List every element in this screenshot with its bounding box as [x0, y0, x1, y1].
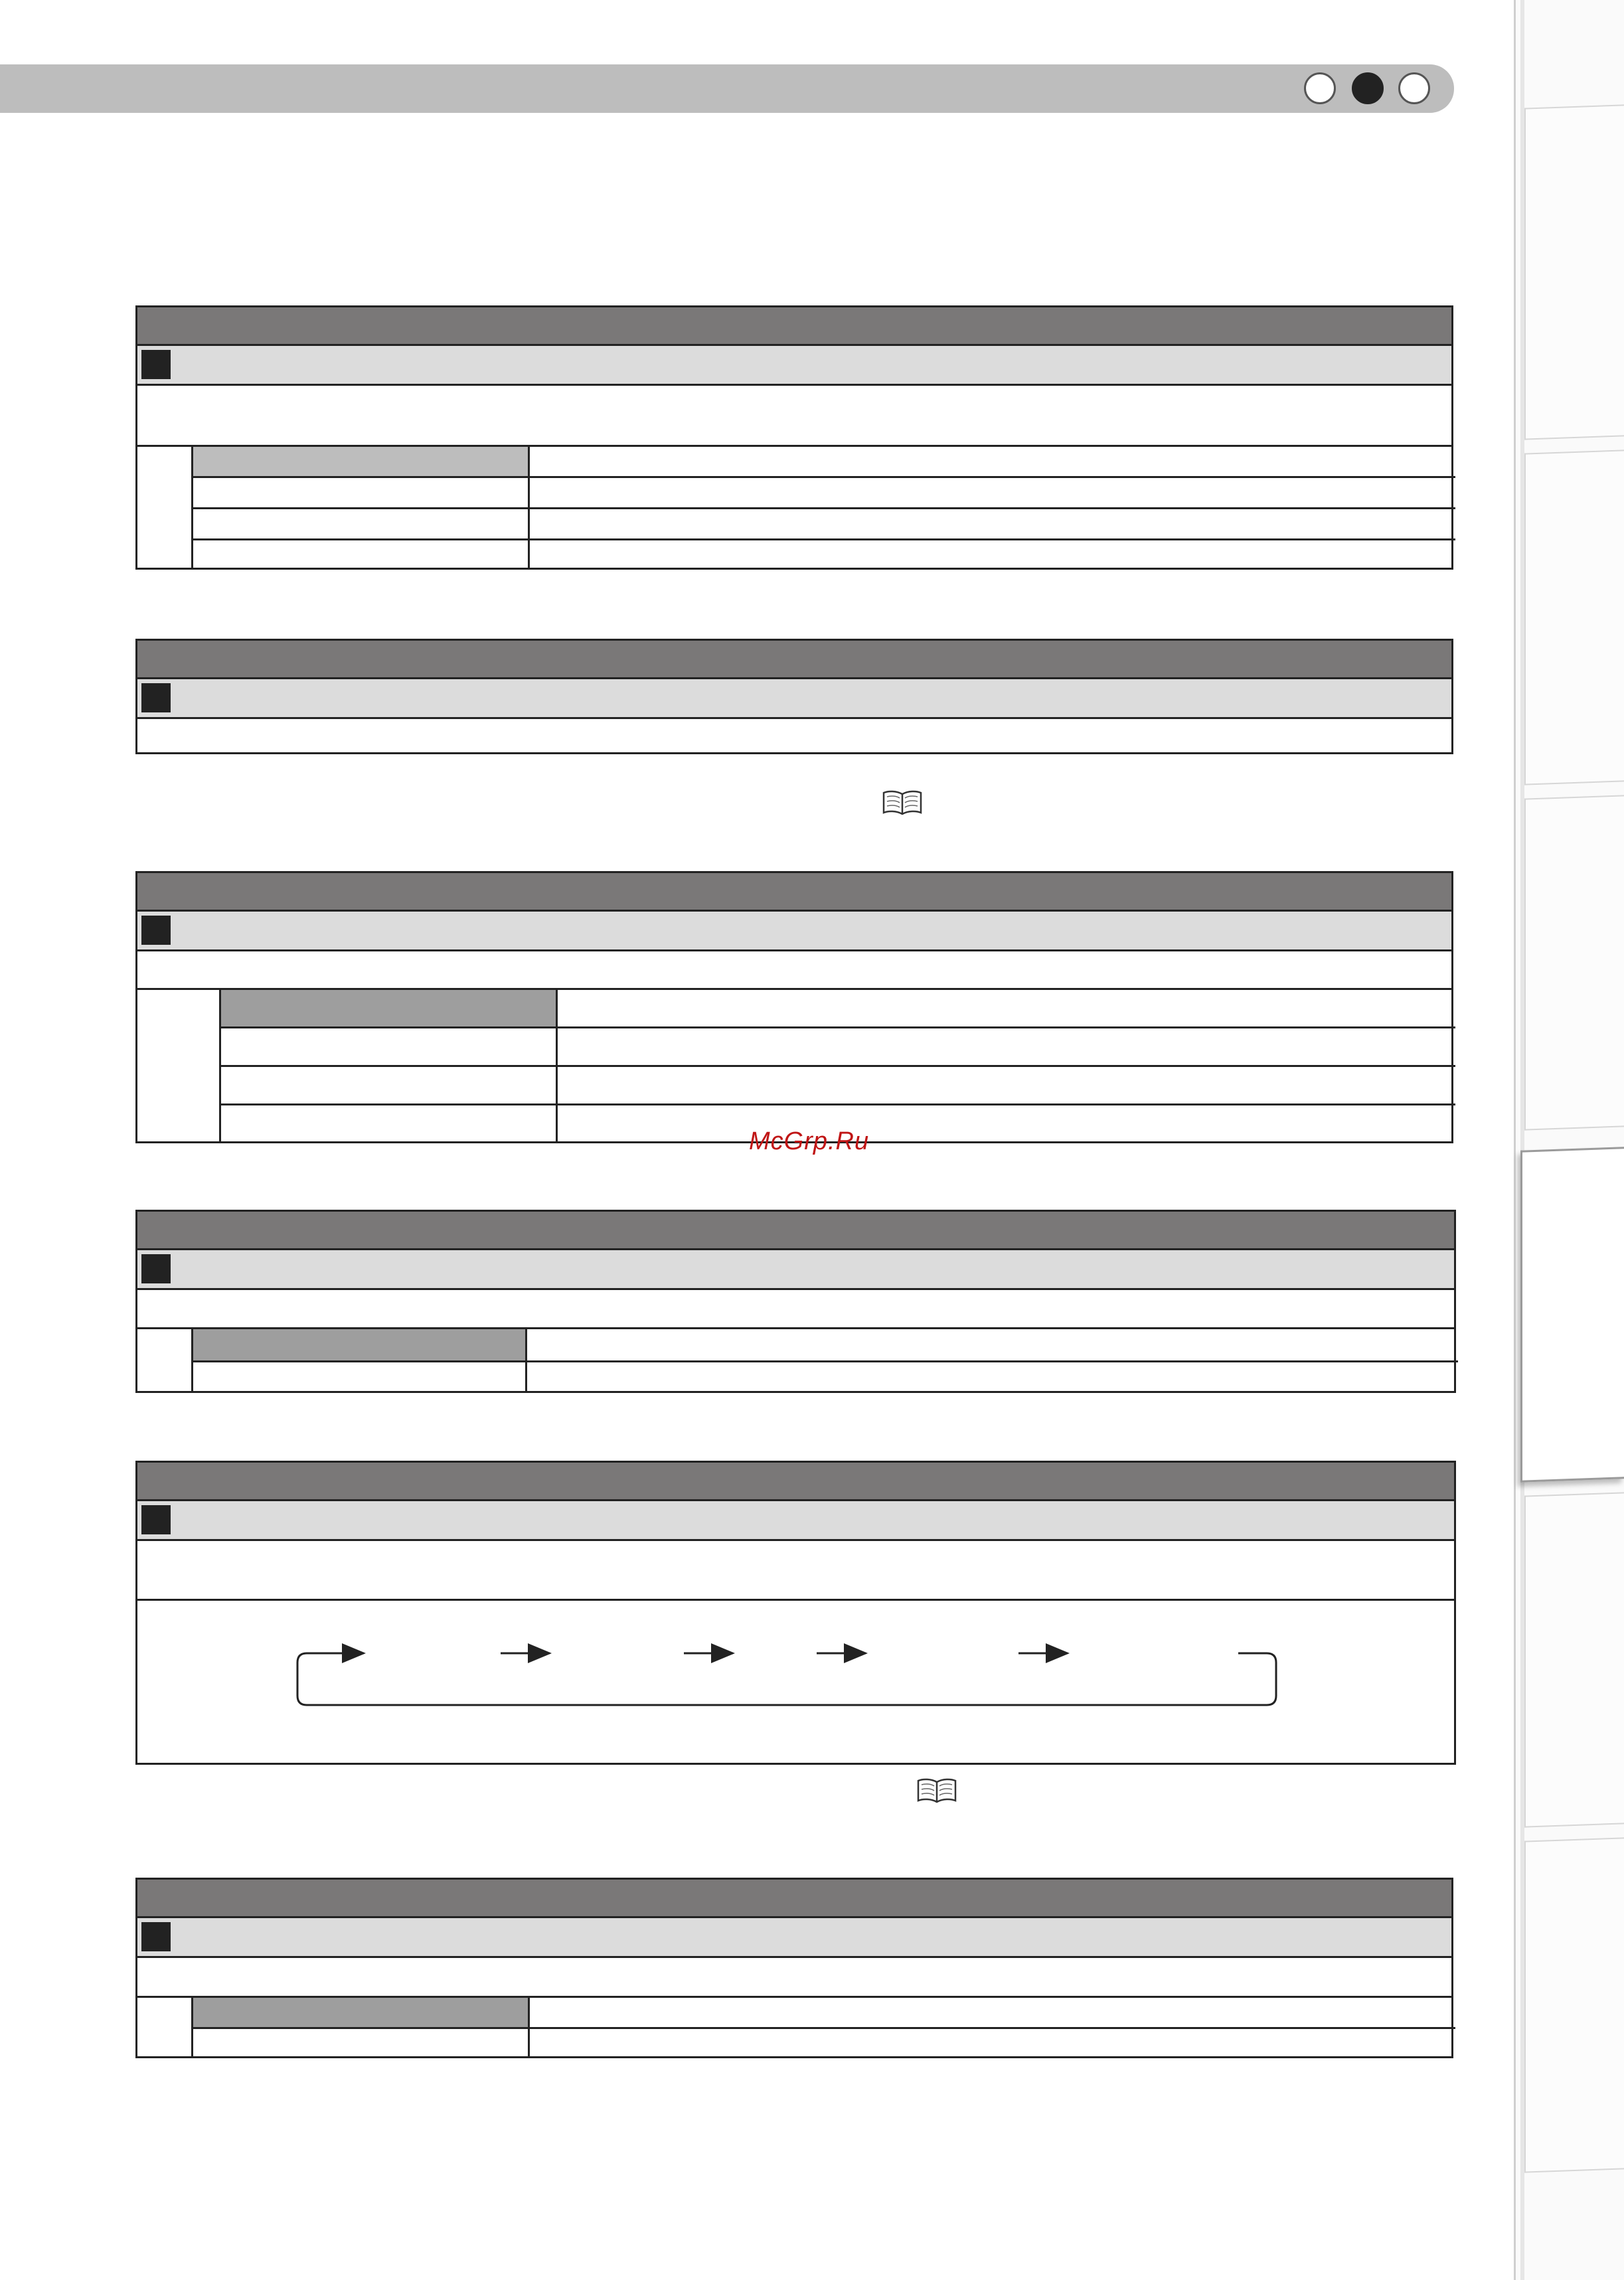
- table-5-marker-icon: [141, 1505, 171, 1534]
- table-2-marker-icon: [141, 683, 171, 712]
- nav-dot-3[interactable]: [1398, 72, 1430, 104]
- table-1-shaded-cell: [193, 447, 528, 476]
- chapter-tab-1[interactable]: [1524, 104, 1624, 440]
- nav-dot-1[interactable]: [1304, 72, 1336, 104]
- table-6-shaded-cell: [193, 1998, 528, 2027]
- table-5-header: [137, 1463, 1454, 1501]
- table-3-marker-icon: [141, 916, 171, 945]
- table-4-shaded-cell: [193, 1329, 525, 1360]
- chapter-tab-6[interactable]: [1524, 1837, 1624, 2172]
- table-5-subheader: [137, 1501, 1454, 1541]
- table-1-header: [137, 307, 1451, 346]
- table-4-subheader: [137, 1250, 1454, 1290]
- table-2-header: [137, 641, 1451, 679]
- book-reference-icon-2: [916, 1778, 957, 1803]
- chapter-tab-2[interactable]: [1524, 449, 1624, 785]
- chapter-tab-3[interactable]: [1524, 795, 1624, 1130]
- chapter-tab-4-active[interactable]: [1520, 1147, 1624, 1482]
- table-3-shaded-cell: [221, 990, 556, 1026]
- table-1: [135, 305, 1453, 570]
- table-3: [135, 871, 1453, 1143]
- table-3-subheader: [137, 912, 1451, 951]
- table-2-subheader: [137, 679, 1451, 719]
- table-6-subheader: [137, 1918, 1451, 1958]
- nav-dot-2-active[interactable]: [1352, 72, 1384, 104]
- table-3-header: [137, 873, 1451, 912]
- table-4-marker-icon: [141, 1254, 171, 1283]
- table-6-header: [137, 1880, 1451, 1918]
- book-reference-icon: [882, 790, 923, 815]
- top-header-bar: [0, 64, 1454, 113]
- table-4-header: [137, 1212, 1454, 1250]
- cycle-flow-diagram: [292, 1640, 1281, 1713]
- chapter-tab-5[interactable]: [1524, 1492, 1624, 1827]
- table-6: [135, 1878, 1453, 2058]
- watermark-text: McGrp.Ru: [749, 1127, 870, 1155]
- table-6-marker-icon: [141, 1922, 171, 1951]
- table-4: [135, 1210, 1456, 1393]
- table-5: [135, 1461, 1456, 1765]
- table-1-marker-icon: [141, 350, 171, 379]
- table-2: [135, 639, 1453, 754]
- table-1-subheader: [137, 346, 1451, 386]
